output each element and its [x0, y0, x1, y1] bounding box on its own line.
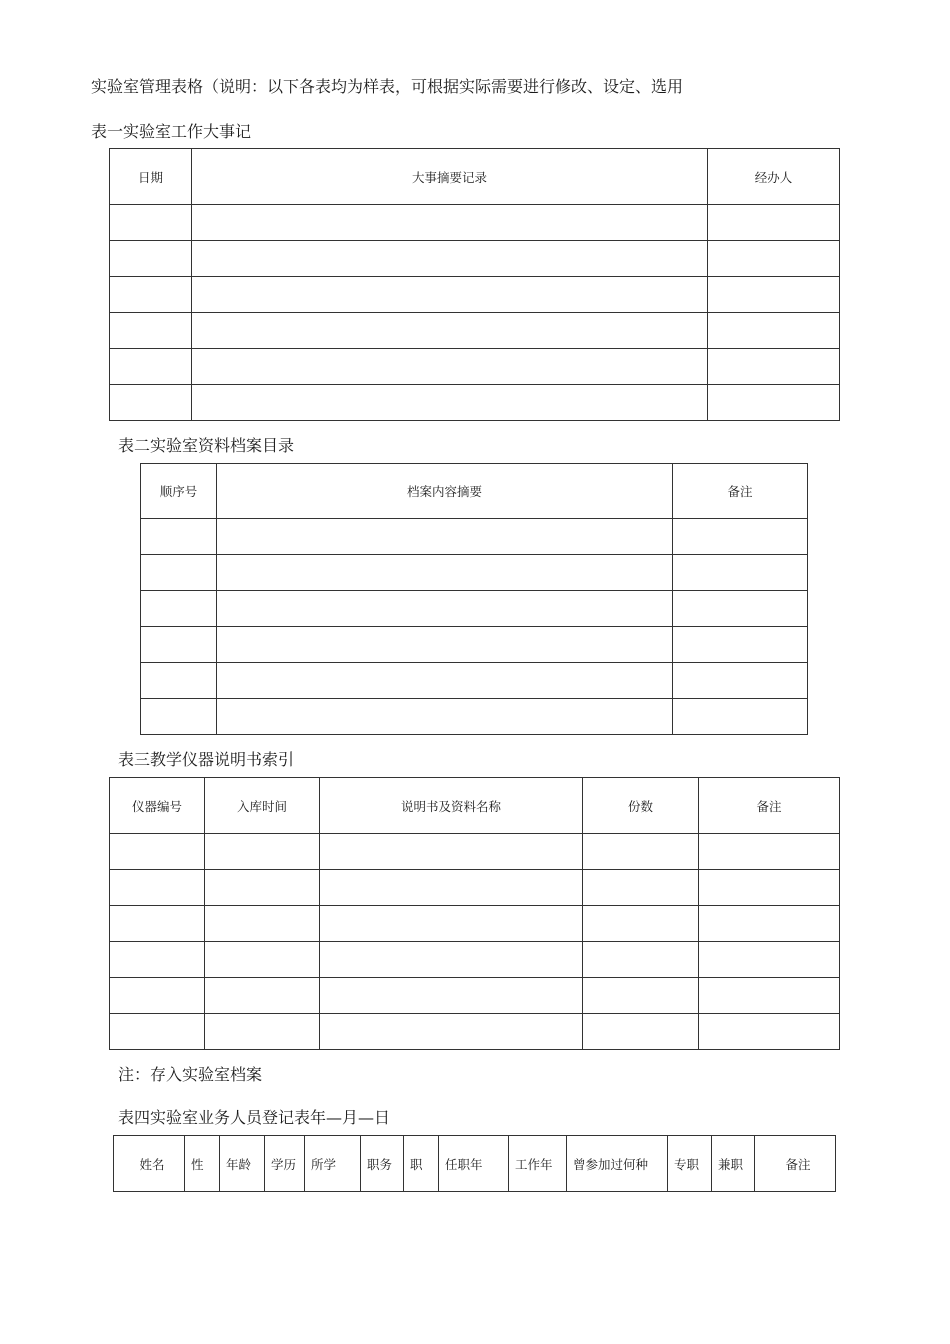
table3-header-copies: 份数 [583, 778, 699, 834]
table4-header-tenure: 任职年 [439, 1136, 509, 1192]
table3-title: 表三教学仪器说明书索引 [118, 750, 295, 769]
table4-header-position: 职务 [361, 1136, 404, 1192]
table1-header-date: 日期 [110, 149, 192, 205]
table-row [141, 591, 808, 627]
table4-header-training: 曾参加过何种 [567, 1136, 668, 1192]
table-row [141, 627, 808, 663]
table4-header-title: 职 [404, 1136, 439, 1192]
table4 [113, 1135, 836, 1192]
table3-header-id: 仪器编号 [110, 778, 205, 834]
table-row [141, 519, 808, 555]
table1 [109, 148, 840, 421]
table1-header-summary: 大事摘要记录 [192, 149, 708, 205]
table-row [110, 978, 840, 1014]
table3-header-remark: 备注 [699, 778, 840, 834]
table4-header-parttime: 兼职 [712, 1136, 755, 1192]
table-row [110, 870, 840, 906]
table4-header-education: 学历 [265, 1136, 305, 1192]
table-row [110, 313, 840, 349]
table-row [110, 942, 840, 978]
table4-header-fulltime: 专职 [668, 1136, 712, 1192]
table3-header-date: 入库时间 [205, 778, 320, 834]
table-row [141, 663, 808, 699]
table-row [110, 1014, 840, 1050]
intro-text: 实验室管理表格（说明：以下各表均为样表，可根据实际需要进行修改、设定、选用 [91, 77, 684, 96]
table-row [110, 277, 840, 313]
table3-header-name: 说明书及资料名称 [320, 778, 583, 834]
table2-header-seq: 顺序号 [141, 464, 217, 519]
table-row [110, 349, 840, 385]
table3 [109, 777, 840, 1050]
table4-title: 表四实验室业务人员登记表年—月—日 [118, 1108, 391, 1127]
table3-note: 注：存入实验室档案 [118, 1065, 263, 1084]
table-row [110, 834, 840, 870]
table2-header-summary: 档案内容摘要 [217, 464, 673, 519]
table-row [110, 241, 840, 277]
table-row [141, 555, 808, 591]
table2 [140, 463, 808, 735]
table-row [110, 205, 840, 241]
table-row [110, 906, 840, 942]
table1-title: 表一实验室工作大事记 [91, 122, 252, 141]
table2-title: 表二实验室资料档案目录 [118, 436, 295, 455]
table-row [110, 385, 840, 421]
table2-header-remark: 备注 [673, 464, 808, 519]
table4-header-name: 姓名 [114, 1136, 185, 1192]
table4-header-work-years: 工作年 [509, 1136, 567, 1192]
table-row [141, 699, 808, 735]
table4-header-age: 年龄 [220, 1136, 265, 1192]
table4-header-remark: 备注 [755, 1136, 836, 1192]
table4-header-major: 所学 [305, 1136, 361, 1192]
table1-header-handler: 经办人 [708, 149, 840, 205]
table4-header-gender: 性 [185, 1136, 220, 1192]
